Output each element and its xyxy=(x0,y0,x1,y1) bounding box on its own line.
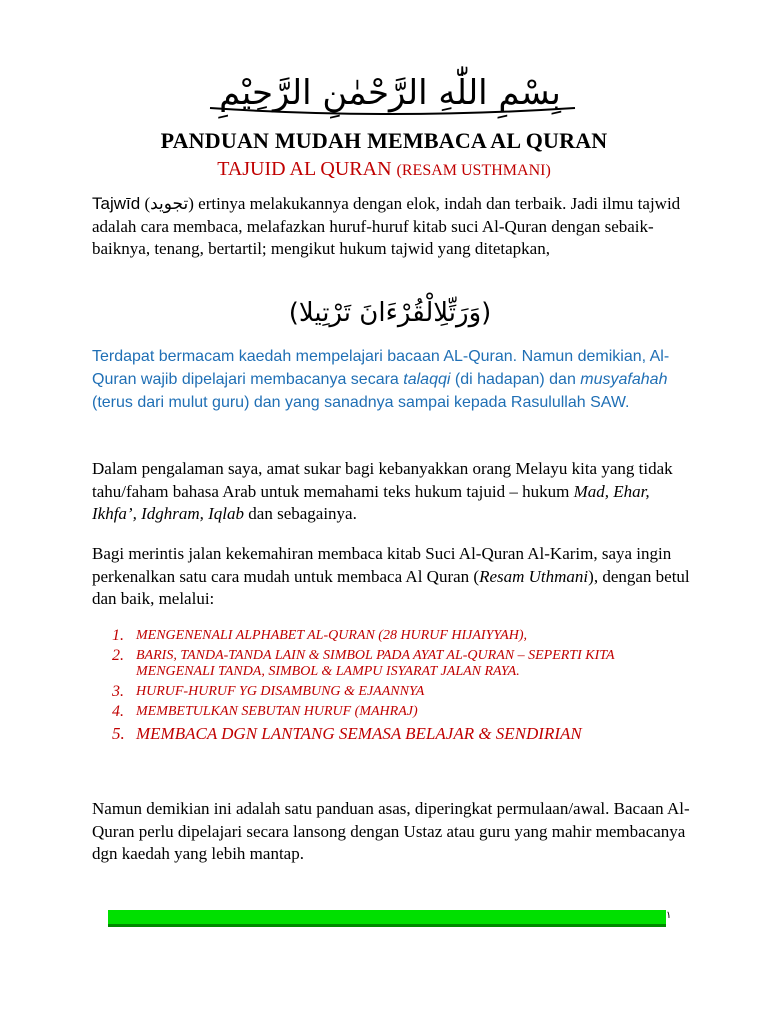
list-item: 1. MENGENENALI ALPHABET AL-QURAN (28 HURUF HIJAIYYAH), xyxy=(112,627,528,644)
intro-paragraph: Tajwīd (تجويد) ertinya melakukannya dengan elok, indah dan terbaik. Jadi ilmu tajwid adalah cara membaca, melafazkan huruf-huruf kitab suci Al-Quran dengan sebaik-baiknya, tenang, bertartil; mengikut hukum tajwid yang ditetapkan, xyxy=(92,194,681,258)
subtitle-small: (RESAM USTHMANI) xyxy=(396,162,551,179)
list-item: 3. HURUF-HURUF YG DISAMBUNG & EJAANNYA xyxy=(112,683,425,700)
page-mark: ١ xyxy=(666,910,672,921)
term-musyafahah: musyafahah xyxy=(580,371,668,388)
quran-verse: (وَرَتِّلِالْقُرْءَانَ تَرْتِيلا) xyxy=(288,298,492,328)
method-paragraph: Bagi merintis jalan kekemahiran membaca kitab Suci Al-Quran Al-Karim, saya ingin perkenalkan satu cara mudah untuk membaca Al Quran (Resam Uthmani), dengan betul dan baik, melalui: xyxy=(92,544,690,608)
list-item: 4. MEMBETULKAN SEBUTAN HURUF (MAHRAJ) xyxy=(112,703,418,720)
bismillah-text: بِسْمِ اللّٰهِ الرَّحْمٰنِ الرَّحِيْمِ xyxy=(219,73,561,113)
resam-uthmani: Resam Uthmani xyxy=(479,566,589,586)
bismillah-calligraphy-graphic xyxy=(180,58,600,124)
steps-list xyxy=(112,628,692,748)
tajwid-arabic: تجويد xyxy=(150,194,189,213)
closing-paragraph: Namun demikian ini adalah satu panduan asas, diperingkat permulaan/awal. Bacaan Al-Quran perlu dipelajari secara lansong dengan Ustaz atau guru yang mahir membacanya dgn kaedah yang lebih mantap. xyxy=(92,799,690,863)
page-subtitle xyxy=(0,158,768,181)
list-item: 5. MEMBACA DGN LANTANG SEMASA BELAJAR & SENDIRIAN xyxy=(112,724,582,743)
term-talaqqi: talaqqi xyxy=(403,371,451,388)
tajwid-terms: Mad, Ehar, Ikhfa’, Idghram, Iqlab xyxy=(92,481,650,523)
page-title: PANDUAN MUDAH MEMBACA AL QURAN xyxy=(160,128,608,153)
green-divider-bar xyxy=(108,910,666,927)
experience-paragraph: Dalam pengalaman saya, amat sukar bagi kebanyakkan orang Melayu kita yang tidak tahu/faham bahasa Arab untuk memahami teks hukum tajuid – hukum Mad, Ehar, Ikhfa’, Idghram, Iqlab dan sebagainya. xyxy=(92,459,673,523)
blue-paragraph: Terdapat bermacam kaedah mempelajari bacaan AL-Quran. Namun demikian, Al-Quran wajib dipelajari membacanya secara talaqqi (di hadapan) dan musyafahah (terus dari mulut guru) dan yang sanadnya sampai kepada Rasulullah SAW. xyxy=(92,348,670,411)
tajwid-term: Tajwīd xyxy=(92,194,141,213)
list-item: 2. BARIS, TANDA-TANDA LAIN & SIMBOL PADA AYAT AL-QURAN – SEPERTI KITA MENGENALI TANDA, SIMBOL & LAMPU ISYARAT JALAN RAYA. xyxy=(112,647,615,679)
subtitle-main: TAJUID AL QURAN xyxy=(217,158,392,180)
bismillah-calligraphy xyxy=(180,58,600,124)
